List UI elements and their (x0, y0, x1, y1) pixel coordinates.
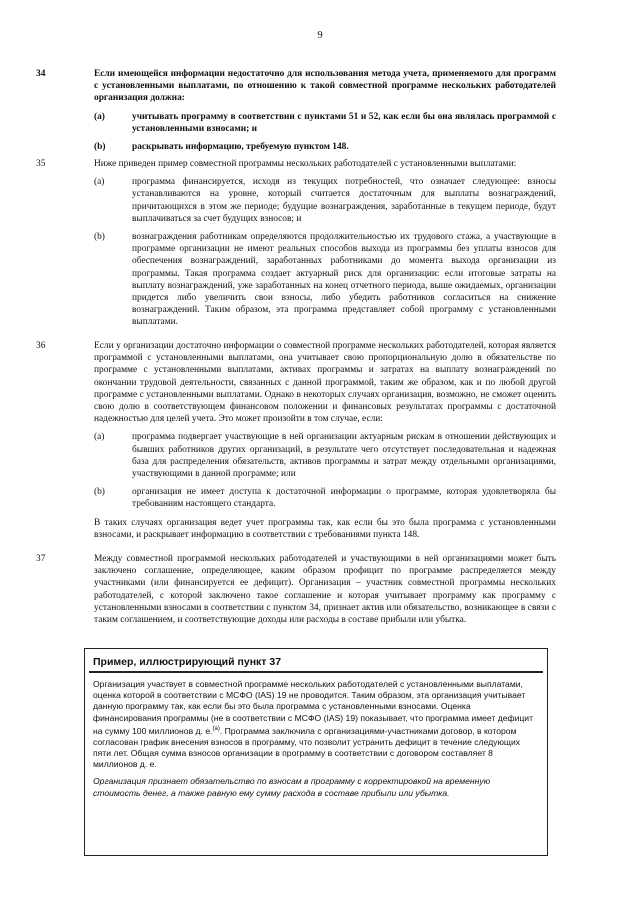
list-item-label: (b) (94, 142, 106, 153)
list-item-label: (a) (94, 432, 105, 443)
list-item-text: вознаграждения работникам определяются продолжительностью их трудового стажа, а участвующие в программе организации не имеют реальных способов выхода из программы без уплаты взносов для обеспечения вознаграждений, заработанных работниками до момента выхода организации из программы. Такая программа создает актуарный риск для организации: если итоговые затраты на выплату вознаграждений, уже заработанных на конец отчетного периода, выше ожидаемых, организации придется либо увеличить свои взносы, либо убедить работников согласиться на снижение вознаграждений. Таким образом, эта программа представляет собой программу с установленными выплатами. (132, 232, 556, 328)
example-text: Организация участвует в совместной программе нескольких работодателей с установленными выплатами, оценка которой в соответствии с МСФО (IAS) 19 не проводится. Таким образом, эта организация учитывает данную программу так, как если бы это была программа с установленными взносами. Оценка финансирования программы (не в соответствии с МСФО (IAS) 19) показывает, что программа имеет дефицит на сумму 100 миллионов д. е. (93, 679, 534, 736)
list-item (94, 486, 556, 510)
paragraph-number: 37 (36, 554, 46, 564)
page-number: 9 (317, 30, 323, 41)
list-item (94, 141, 556, 153)
paragraph-37 (36, 553, 556, 632)
list-item-label: (b) (94, 487, 105, 498)
paragraph-35 (36, 158, 556, 335)
list-item-text: раскрывать информацию, требуемую пунктом 148. (132, 142, 349, 153)
example-box (84, 648, 548, 856)
paragraph-text: Если имеющейся информации недостаточно для использования метода учета, применяемого для программ с установленными выплатами, по отношению к такой совместной программе нескольких работодателей организация должна: (94, 69, 556, 104)
example-paragraph (93, 679, 539, 770)
paragraph-number: 34 (36, 69, 46, 79)
paragraph-34 (36, 68, 556, 159)
list-item (94, 431, 556, 480)
list-item (94, 111, 556, 135)
paragraph-number: 36 (36, 341, 46, 351)
example-text-continued: . Программа заключила с организациями-участниками договор, в котором согласован график внесения взносов в программу, что позволит устранить дефицит в течение следующих пяти лет. Общая сумма взносов организации в программу в соответствии с договором составляет 8 миллионов д. е. (93, 725, 521, 770)
list-item-label: (a) (94, 111, 105, 122)
example-title: Пример, иллюстрирующий пункт 37 (89, 653, 543, 673)
list-item-text: программа подвергает участвующие в ней организации актуарным рискам в отношении действующих и бывших работников других организаций, в результате чего отсутствует последовательная и надежная база для распределения обязательств, активов программы и затрат между отдельными организациями, участвующими в данной программе; или (132, 432, 556, 480)
list-item-label: (a) (94, 177, 105, 188)
list-item (94, 231, 556, 329)
example-conclusion: Организация признает обязательство по взносам в программу с корректировкой на временную стоимость денег, а также равную ему сумму расхода в составе прибыли или убытка. (93, 776, 491, 798)
list-item-label: (b) (94, 232, 105, 243)
paragraph-number: 35 (36, 159, 46, 169)
paragraph-36 (36, 340, 556, 547)
footnote-mark: (a) (212, 725, 220, 732)
paragraph-closing: В таких случаях организация ведет учет программы так, как если бы это была программа с установленными взносами, и раскрывает информацию в соответствии с требованиями пункта 148. (94, 517, 556, 540)
list-item-text: организация не имеет доступа к достаточной информации о программе, которая удовлетворяла бы требованиям настоящего стандарта. (132, 487, 556, 510)
list-item-text: программа финансируется, исходя из текущих потребностей, что означает следующее: взносы устанавливаются на уровне, который считается достаточным для выплаты вознаграждений, причитающихся в этом же периоде; будущие вознаграждения, заработанные в текущем периоде, будут выплачиваться за счет будущих взносов; и (132, 177, 556, 224)
paragraph-text: Ниже приведен пример совместной программы нескольких работодателей с установленными выплатами: (94, 159, 517, 169)
paragraph-text: Если у организации достаточно информации о совместной программе нескольких работодателей, которая является программой с установленными выплатами, она учитывает свою пропорциональную долю в обязательстве по программе с установленными выплатами, активах программы и затратах на выплату вознаграждений по окончании трудовой деятельности, связанных с данной программой, таким же образом, как и по любой другой программе с установленными выплатами. Однако в некоторых случаях организация, возможно, не сможет оценить свою долю в соответствующем финансовом положении и финансовых результатах программы с достаточной надежностью для целей учета. Это может произойти в том случае, если: (94, 341, 556, 425)
list-item (94, 176, 556, 225)
list-item-text: учитывать программу в соответствии с пунктами 51 и 52, как если бы она являлась программой с установленными взносами; и (132, 111, 556, 134)
paragraph-text: Между совместной программой нескольких работодателей и участвующими в ней организациями может быть заключено соглашение, определяющее, каким образом профицит по программе распределяется между участниками (или финансируется ее дефицит). Организация – участник совместной программы нескольких работодателей, с которой заключено такое соглашение и которая учитывает программу как программу с установленными взносами в соответствии с пунктом 34, признает актив или обязательство, возникающее в связи с таким соглашением, и соответствующие доходы или расходы в составе прибыли или убытка. (94, 554, 556, 626)
